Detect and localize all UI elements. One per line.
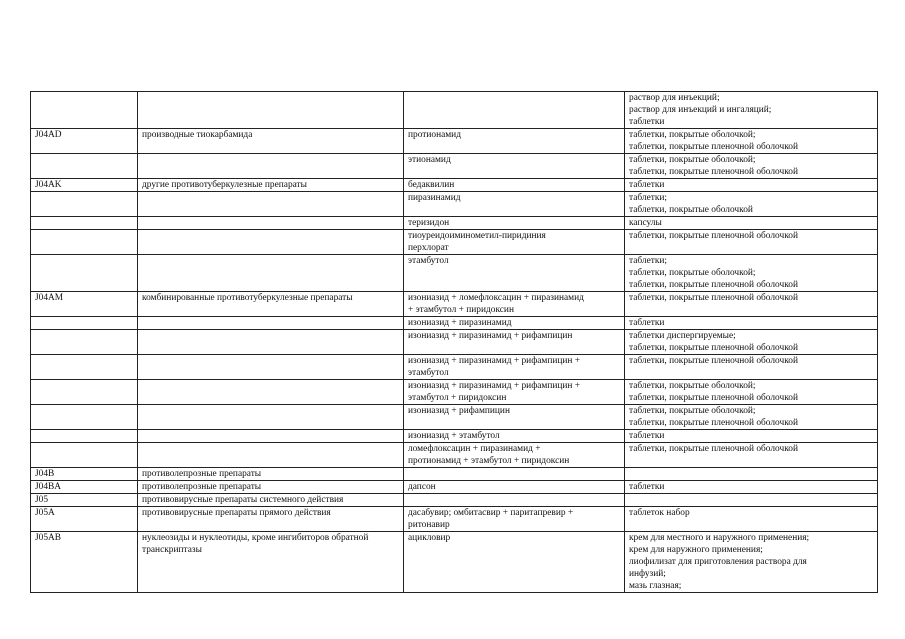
drug-name-cell	[404, 292, 625, 317]
dosage-form-line: таблетки, покрытые пленочной оболочкой	[629, 418, 798, 428]
table-row	[31, 405, 878, 430]
dosage-form-line: таблетки	[629, 117, 665, 127]
drug-name-cell	[404, 179, 625, 192]
dosage-form-cell	[625, 230, 878, 255]
atc-code-cell	[31, 154, 138, 179]
drug-name-line: изониазид + пиразинамид + рифампицин +	[408, 381, 581, 391]
atc-code-cell	[31, 92, 138, 129]
anatomical-group-cell	[138, 292, 404, 317]
group-text: противовирусные препараты системного действия	[142, 495, 344, 505]
anatomical-group-cell	[138, 192, 404, 217]
dosage-form-cell	[625, 355, 878, 380]
table-row	[31, 330, 878, 355]
table-row	[31, 192, 878, 217]
atc-code-cell: J04BA	[31, 481, 138, 494]
table-row	[31, 292, 878, 317]
drug-name-cell	[404, 230, 625, 255]
drug-name-line: протионамид	[408, 130, 461, 140]
table-row	[31, 255, 878, 292]
dosage-form-line: таблетки, покрытые пленочной оболочкой	[629, 343, 798, 353]
table-row	[31, 179, 878, 192]
atc-code-cell: J05A	[31, 507, 138, 532]
table-row	[31, 443, 878, 468]
drug-name-line: этамбутол + пиридоксин	[408, 393, 507, 403]
dosage-form-cell	[625, 192, 878, 217]
drug-name-cell	[404, 443, 625, 468]
atc-code-cell	[31, 380, 138, 405]
dosage-form-cell	[625, 532, 878, 593]
drug-name-cell	[404, 92, 625, 129]
anatomical-group-cell	[138, 430, 404, 443]
dosage-form-line: таблетки, покрытые пленочной оболочкой	[629, 280, 798, 290]
anatomical-group-cell	[138, 481, 404, 494]
dosage-form-line: таблетки, покрытые оболочкой;	[629, 155, 756, 165]
drug-name-line: изониазид + пиразинамид	[408, 318, 512, 328]
drug-name-line: ломефлоксацин + пиразинамид +	[408, 444, 541, 454]
drug-name-line: дапсон	[408, 482, 436, 492]
drug-name-cell	[404, 481, 625, 494]
drug-name-line: изониазид + рифампицин	[408, 406, 510, 416]
anatomical-group-cell	[138, 217, 404, 230]
anatomical-group-cell	[138, 532, 404, 593]
drug-name-line: изониазид + ломефлоксацин + пиразинамид	[408, 293, 584, 303]
dosage-form-line: крем для местного и наружного применения;	[629, 533, 810, 543]
atc-code-cell: J05AB	[31, 532, 138, 593]
drug-name-line: изониазид + этамбутол	[408, 431, 500, 441]
group-text: другие противотуберкулезные препараты	[142, 180, 307, 190]
dosage-form-line: таблетки, покрытые оболочкой;	[629, 381, 756, 391]
anatomical-group-cell	[138, 255, 404, 292]
drug-name-cell	[404, 380, 625, 405]
atc-code-cell	[31, 443, 138, 468]
dosage-form-line: таблетки, покрытые пленочной оболочкой	[629, 293, 798, 303]
group-text: противолепрозные препараты	[142, 482, 262, 492]
dosage-form-line: таблетки, покрытые оболочкой;	[629, 406, 756, 416]
drug-name-cell	[404, 330, 625, 355]
atc-code-cell	[31, 330, 138, 355]
dosage-form-line: таблетки, покрытые пленочной оболочкой	[629, 444, 798, 454]
anatomical-group-cell	[138, 92, 404, 129]
drug-name-line: изониазид + пиразинамид + рифампицин	[408, 331, 573, 341]
table-row	[31, 154, 878, 179]
dosage-form-line: таблетки, покрытые пленочной оболочкой	[629, 142, 798, 152]
table-row	[31, 217, 878, 230]
atc-code-cell: J04AK	[31, 179, 138, 192]
dosage-form-cell	[625, 507, 878, 532]
dosage-form-line: таблетки;	[629, 256, 668, 266]
anatomical-group-cell	[138, 507, 404, 532]
atc-code-cell: J05	[31, 494, 138, 507]
dosage-form-line: таблетки	[629, 180, 665, 190]
dosage-form-cell	[625, 154, 878, 179]
group-text: нуклеозиды и нуклеотиды, кроме ингибиторов обратной транскриптазы	[142, 533, 369, 555]
dosage-form-line: таблетки	[629, 318, 665, 328]
table-row	[31, 468, 878, 481]
atc-code-cell	[31, 192, 138, 217]
table-row	[31, 230, 878, 255]
group-text: противолепрозные препараты	[142, 469, 262, 479]
dosage-form-cell	[625, 179, 878, 192]
dosage-form-line: таблетки, покрытые оболочкой;	[629, 268, 756, 278]
drug-name-cell	[404, 532, 625, 593]
drug-name-cell	[404, 468, 625, 481]
anatomical-group-cell	[138, 179, 404, 192]
anatomical-group-cell	[138, 317, 404, 330]
drug-name-cell	[404, 405, 625, 430]
medicines-table	[30, 91, 878, 593]
dosage-form-cell	[625, 255, 878, 292]
atc-code-cell	[31, 230, 138, 255]
drug-name-line: теризидон	[408, 218, 450, 228]
anatomical-group-cell	[138, 405, 404, 430]
dosage-form-line: таблетки, покрытые пленочной оболочкой	[629, 393, 798, 403]
drug-name-line: ритонавир	[408, 520, 450, 530]
dosage-form-cell	[625, 405, 878, 430]
dosage-form-cell	[625, 443, 878, 468]
drug-name-cell	[404, 192, 625, 217]
atc-code-cell: J04AM	[31, 292, 138, 317]
dosage-form-line: таблетки, покрытые оболочкой;	[629, 130, 756, 140]
drug-name-line: дасабувир; омбитасвир + паритапревир +	[408, 508, 574, 518]
dosage-form-cell	[625, 330, 878, 355]
drug-name-line: пиразинамид	[408, 193, 461, 203]
drug-name-line: изониазид + пиразинамид + рифампицин +	[408, 356, 581, 366]
dosage-form-line: таблетки диспергируемые;	[629, 331, 736, 341]
dosage-form-line: таблетки;	[629, 193, 668, 203]
anatomical-group-cell	[138, 468, 404, 481]
atc-code-cell	[31, 255, 138, 292]
dosage-form-cell	[625, 92, 878, 129]
table-row	[31, 355, 878, 380]
dosage-form-cell	[625, 481, 878, 494]
table-row	[31, 317, 878, 330]
atc-code-cell	[31, 217, 138, 230]
drug-name-line: этамбутол	[408, 368, 449, 378]
dosage-form-line: таблетки	[629, 431, 665, 441]
dosage-form-line: раствор для инъекций и ингаляций;	[629, 105, 772, 115]
anatomical-group-cell	[138, 380, 404, 405]
dosage-form-cell	[625, 494, 878, 507]
dosage-form-line: таблетки, покрытые пленочной оболочкой	[629, 231, 798, 241]
anatomical-group-cell	[138, 154, 404, 179]
drug-name-cell	[404, 129, 625, 154]
anatomical-group-cell	[138, 330, 404, 355]
dosage-form-line: таблетки, покрытые оболочкой	[629, 205, 753, 215]
dosage-form-cell	[625, 317, 878, 330]
atc-code-cell: J04B	[31, 468, 138, 481]
drug-name-line: этионамид	[408, 155, 451, 165]
dosage-form-line: таблетки	[629, 482, 665, 492]
dosage-form-line: инфузий;	[629, 569, 666, 579]
drug-name-cell	[404, 430, 625, 443]
drug-name-cell	[404, 494, 625, 507]
drug-name-cell	[404, 217, 625, 230]
dosage-form-cell	[625, 129, 878, 154]
dosage-form-line: крем для наружного применения;	[629, 545, 763, 555]
table-row	[31, 494, 878, 507]
table-row	[31, 380, 878, 405]
table-row	[31, 481, 878, 494]
dosage-form-line: раствор для инъекций;	[629, 93, 720, 103]
dosage-form-cell	[625, 292, 878, 317]
drug-name-line: перхлорат	[408, 243, 449, 253]
dosage-form-line: мазь глазная;	[629, 581, 682, 591]
group-text: противовирусные препараты прямого действия	[142, 508, 331, 518]
anatomical-group-cell	[138, 355, 404, 380]
anatomical-group-cell	[138, 443, 404, 468]
table-row	[31, 532, 878, 593]
group-text: производные тиокарбамида	[142, 130, 253, 140]
drug-name-cell	[404, 317, 625, 330]
dosage-form-line: капсулы	[629, 218, 662, 228]
dosage-form-line: лиофилизат для приготовления раствора для	[629, 557, 807, 567]
anatomical-group-cell	[138, 230, 404, 255]
drug-name-line: протионамид + этамбутол + пиридоксин	[408, 456, 570, 466]
drug-name-line: этамбутол	[408, 256, 449, 266]
dosage-form-cell	[625, 468, 878, 481]
table-row	[31, 430, 878, 443]
anatomical-group-cell	[138, 494, 404, 507]
drug-name-line: бедаквилин	[408, 180, 455, 190]
drug-name-cell	[404, 154, 625, 179]
atc-code-cell	[31, 317, 138, 330]
drug-name-cell	[404, 507, 625, 532]
dosage-form-line: таблетки, покрытые пленочной оболочкой	[629, 167, 798, 177]
table-row	[31, 92, 878, 129]
drug-name-cell	[404, 255, 625, 292]
table-row	[31, 507, 878, 532]
atc-code-cell	[31, 405, 138, 430]
drug-name-line: тиоуреидоиминометил-пиридиния	[408, 231, 546, 241]
atc-code-cell: J04AD	[31, 129, 138, 154]
group-text: комбинированные противотуберкулезные препараты	[142, 293, 353, 303]
anatomical-group-cell	[138, 129, 404, 154]
dosage-form-cell	[625, 217, 878, 230]
table-body	[31, 92, 878, 593]
dosage-form-cell	[625, 380, 878, 405]
dosage-form-line: таблетки, покрытые пленочной оболочкой	[629, 356, 798, 366]
drug-name-line: ацикловир	[408, 533, 451, 543]
dosage-form-cell	[625, 430, 878, 443]
atc-code-cell	[31, 430, 138, 443]
table-row	[31, 129, 878, 154]
drug-name-line: + этамбутол + пиридоксин	[408, 305, 514, 315]
atc-code-cell	[31, 355, 138, 380]
dosage-form-line: таблеток набор	[629, 508, 690, 518]
drug-name-cell	[404, 355, 625, 380]
